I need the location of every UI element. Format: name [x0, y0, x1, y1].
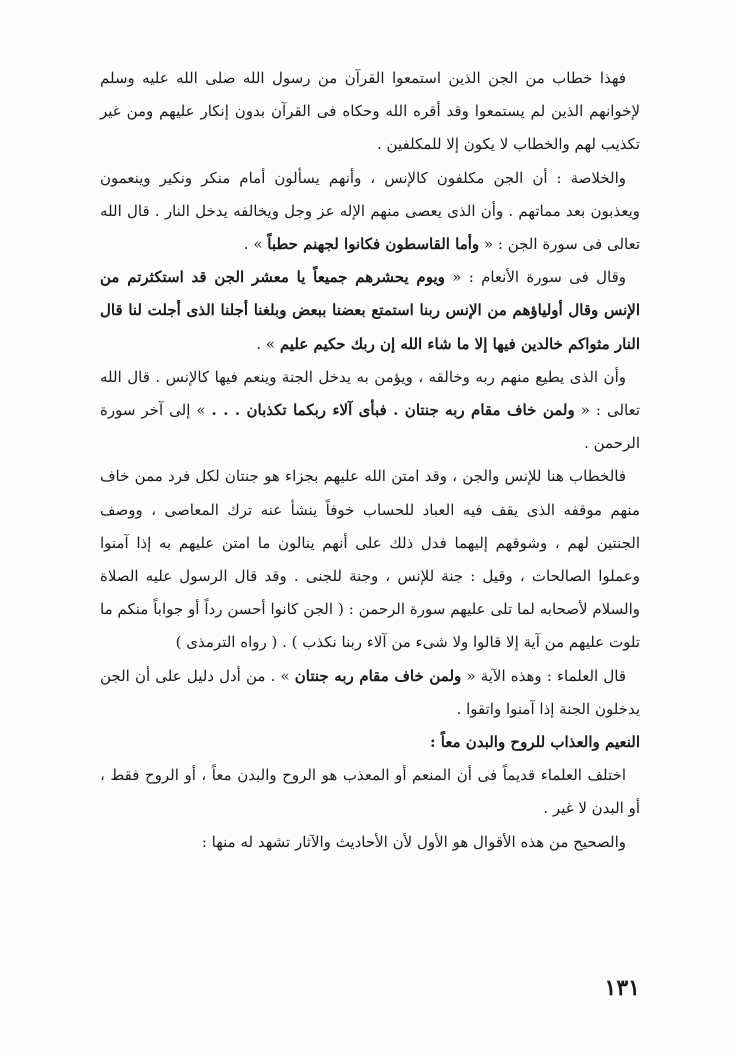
- text-run: فهذا خطاب من الجن الذين استمعوا القرآن من رسول الله صلى الله عليه وسلم لإخوانهم الذين لم يستمعوا وقد أقره الله وحكاه فى القرآن بدون إنكار عليهم ومن غير تكذيب لهم والخطاب لا يكون إلا للمكلفين .: [100, 69, 640, 154]
- text-run: والصحيح من هذه الأقوال هو الأول لأن الأحاديث والآثار تشهد له منها :: [201, 832, 626, 851]
- text-run: وقال فى سورة الأنعام : «: [444, 268, 627, 287]
- paragraph: [100, 62, 640, 162]
- paragraph: [100, 261, 640, 361]
- text-run: اختلف العلماء قديماً فى أن المنعم أو المعذب هو الروح والبدن معاً ، أو الروح فقط ، أو البدن لا غير .: [100, 766, 640, 818]
- text-run: » . من أدل دليل على أن الجن يدخلون الجنة إذا آمنوا واتقوا .: [100, 666, 640, 718]
- section-heading: [100, 726, 640, 759]
- text-run: » .: [256, 334, 280, 353]
- paragraph: [100, 759, 640, 825]
- quoted-verse-text: وأما القاسطون فكانوا لجهنم حطباً: [267, 235, 480, 254]
- paragraph: [100, 361, 640, 461]
- page-body-text: [100, 62, 640, 859]
- text-run: قال العلماء : وهذه الآية «: [461, 666, 626, 685]
- paragraph: [100, 460, 640, 659]
- paragraph: [100, 162, 640, 262]
- text-run: » .: [243, 235, 268, 254]
- quoted-verse-text: ويوم يحشرهم جميعاً يا معشر الجن قد استكثرتم من الإنس وقال أولياؤهم من الإنس ربنا استمتع بعضنا ببعض وبلغنا أجلنا الذى أجلت لنا قال النار مثواكم خالدين فيها إلا ما شاء الله إن ربك حكيم عليم: [100, 268, 640, 353]
- page-number: ١٣١: [604, 975, 640, 1001]
- text-run: والخلاصة : أن الجن مكلفون كالإنس ، وأنهم يسألون أمام منكر ونكير وينعمون ويعذبون بعد مماتهم . وأن الذى يعصى منهم الإله عز وجل ويخالفه يدخل النار . قال الله تعالى فى سورة الجن : «: [100, 168, 640, 254]
- text-run: » إلى آخر سورة الرحمن .: [100, 401, 640, 453]
- quoted-verse-text: ولمن خاف مقام ربه جنتان: [294, 666, 462, 685]
- quoted-verse-text: ولمن خاف مقام ربه جنتان . فبأى آلاء ربكما تكذبان . . .: [211, 401, 575, 420]
- quoted-verse-text: النعيم والعذاب للروح والبدن معاً :: [429, 733, 640, 752]
- text-run: فالخطاب هنا للإنس والجن ، وقد امتن الله عليهم بجزاء هو جنتان لكل فرد ممن خاف منهم موقفه الذى يقف فيه العباد للحساب خوفاً ينشأ عنه ترك المعاصى ، ووصف الجنتين لهم ، وشوقهم إليهما فدل ذلك على أنهم ينالون ما امتن عليهم به إذا آمنوا وعملوا الصالحات ، وقيل : جنة للإنس ، وجنة للجنى . وقد قال الرسول عليه الصلاة والسلام لأصحابه لما تلى عليهم سورة الرحمن : ( الجن كانوا أحسن رداً أو جواباً منكم ما تلوت عليهم من آية إلا قالوا ولا شىء من آلاء ربنا نكذب ) . ( رواه الترمذى ): [100, 467, 640, 652]
- text-run: وأن الذى يطيع منهم ربه وخالقه ، ويؤمن به يدخل الجنة وينعم فيها كالإنس . قال الله تعالى : «: [100, 367, 640, 420]
- paragraph: [100, 826, 640, 859]
- paragraph: [100, 660, 640, 726]
